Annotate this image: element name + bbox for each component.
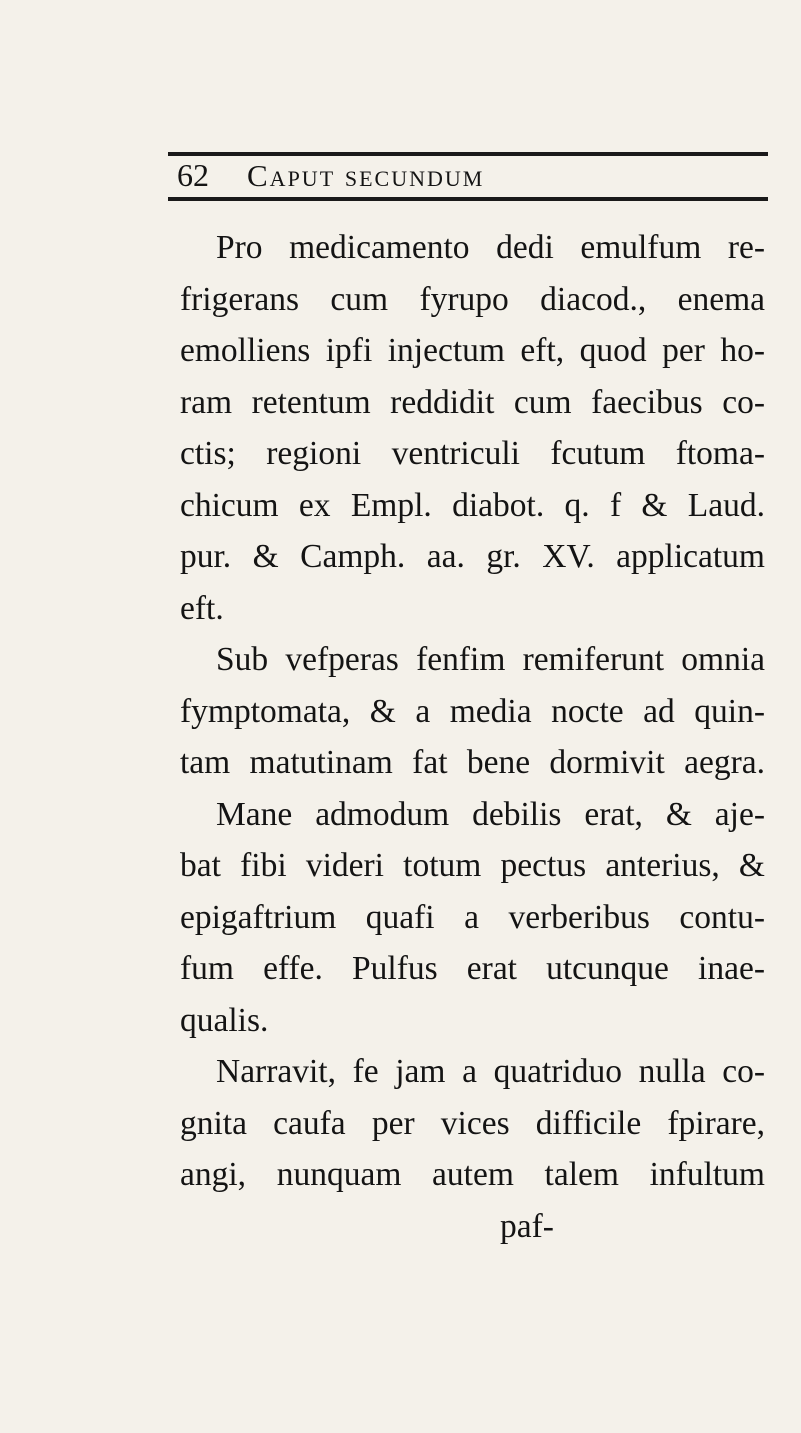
catchword: paf- — [500, 1207, 554, 1245]
text-line: Narravit, fe jam a quatriduo nulla co- — [216, 1053, 765, 1090]
body-text — [180, 222, 765, 1252]
text-line: pur. & Camph. aa. gr. XV. applicatum — [180, 538, 765, 575]
text-line: ctis; regioni ventriculi fcutum ftoma- — [180, 435, 765, 472]
running-title: Caput secundum — [247, 158, 485, 193]
text-line: epigaftrium quafi a verberibus contu- — [180, 898, 765, 936]
text-line: emolliens ipfi injectum eft, quod per ho- — [180, 332, 765, 369]
text-line: ram retentum reddidit cum faecibus co- — [180, 383, 765, 421]
text-line: fymptomata, & a media nocte ad quin- — [180, 692, 765, 730]
text-line: Pro medicamento dedi emulfum re- — [216, 229, 765, 266]
text-line: tam matutinam fat bene dormivit aegra. — [180, 744, 765, 781]
text-line: chicum ex Empl. diabot. q. f & Laud. — [180, 486, 765, 524]
text-line: qualis. — [180, 1001, 269, 1039]
text-line: Sub vefperas fenfim remiferunt omnia — [216, 641, 765, 678]
text-line: eft. — [180, 589, 224, 627]
page-header — [177, 157, 762, 197]
text-line: Mane admodum debilis erat, & aje- — [216, 795, 765, 833]
text-line: frigerans cum fyrupo diacod., enema — [180, 280, 765, 318]
page-number: 62 — [177, 157, 209, 193]
header-rule-top — [168, 152, 768, 156]
text-line: bat fibi videri totum pectus anterius, & — [180, 847, 765, 884]
text-line: gnita caufa per vices difficile fpirare, — [180, 1104, 765, 1142]
header-rule-bottom — [168, 197, 768, 201]
text-line: fum effe. Pulfus erat utcunque inae- — [180, 950, 765, 987]
text-line: angi, nunquam autem talem infultum — [180, 1156, 765, 1193]
